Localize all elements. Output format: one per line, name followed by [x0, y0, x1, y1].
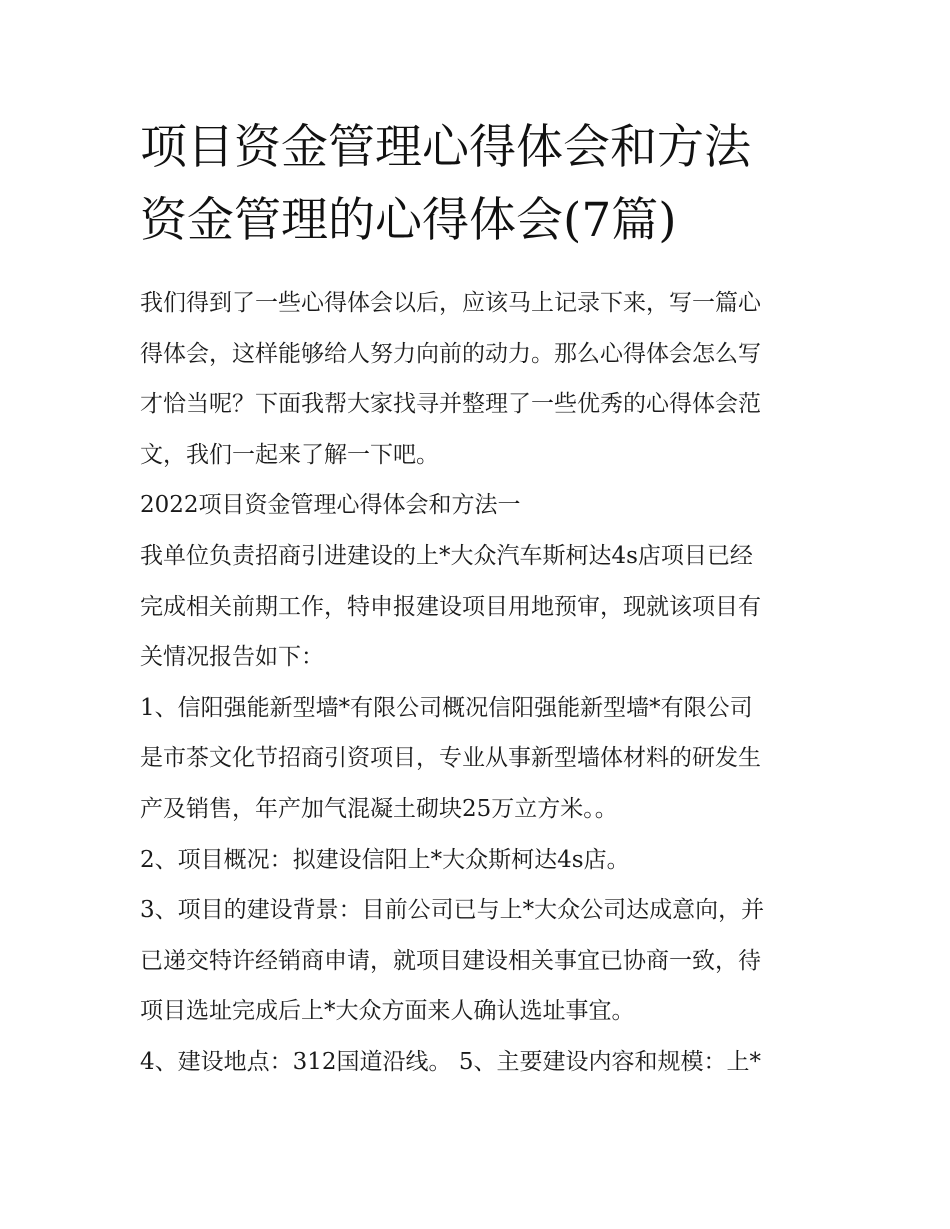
body-line: 我们得到了一些心得体会以后，应该马上记录下来，写一篇心 — [140, 290, 761, 316]
document-title-line-2: 资金管理的心得体会(7篇) — [140, 193, 677, 248]
list-item-line: 2、项目概况：拟建设信阳上*大众斯柯达4s店。 — [140, 846, 630, 873]
body-line: 得体会，这样能够给人努力向前的动力。那么心得体会怎么写 — [140, 340, 761, 367]
body-line: 才恰当呢？下面我帮大家找寻并整理了一些优秀的心得体会范 — [140, 391, 761, 418]
list-item-line: 产及销售，年产加气混凝土砌块25万立方米。。 — [140, 795, 618, 822]
list-item-line: 1、信阳强能新型墙*有限公司概况信阳强能新型墙*有限公司 — [140, 694, 753, 721]
section-heading: 2022项目资金管理心得体会和方法一 — [140, 492, 521, 519]
document-body — [140, 278, 820, 1088]
list-item-line: 4、建设地点：312国道沿线。 5、主要建设内容和规模：上* — [140, 1048, 761, 1075]
body-line: 我单位负责招商引进建设的上*大众汽车斯柯达4s店项目已经 — [140, 542, 753, 569]
document-title-line-1: 项目资金管理心得体会和方法 — [140, 120, 751, 175]
list-item-line: 已递交特许经销商申请，就项目建设相关事宜已协商一致，待 — [140, 947, 761, 974]
list-item-line: 是市茶文化节招商引资项目，专业从事新型墙体材料的研发生 — [140, 745, 761, 772]
body-line: 文，我们一起来了解一下吧。 — [140, 441, 439, 468]
body-line: 关情况报告如下： — [140, 644, 324, 671]
list-item-line: 项目选址完成后上*大众方面来人确认选址事宜。 — [140, 998, 635, 1025]
list-item-line: 3、项目的建设背景：目前公司已与上*大众公司达成意向，并 — [140, 897, 765, 924]
body-line: 完成相关前期工作，特申报建设项目用地预审，现就该项目有 — [140, 593, 761, 620]
